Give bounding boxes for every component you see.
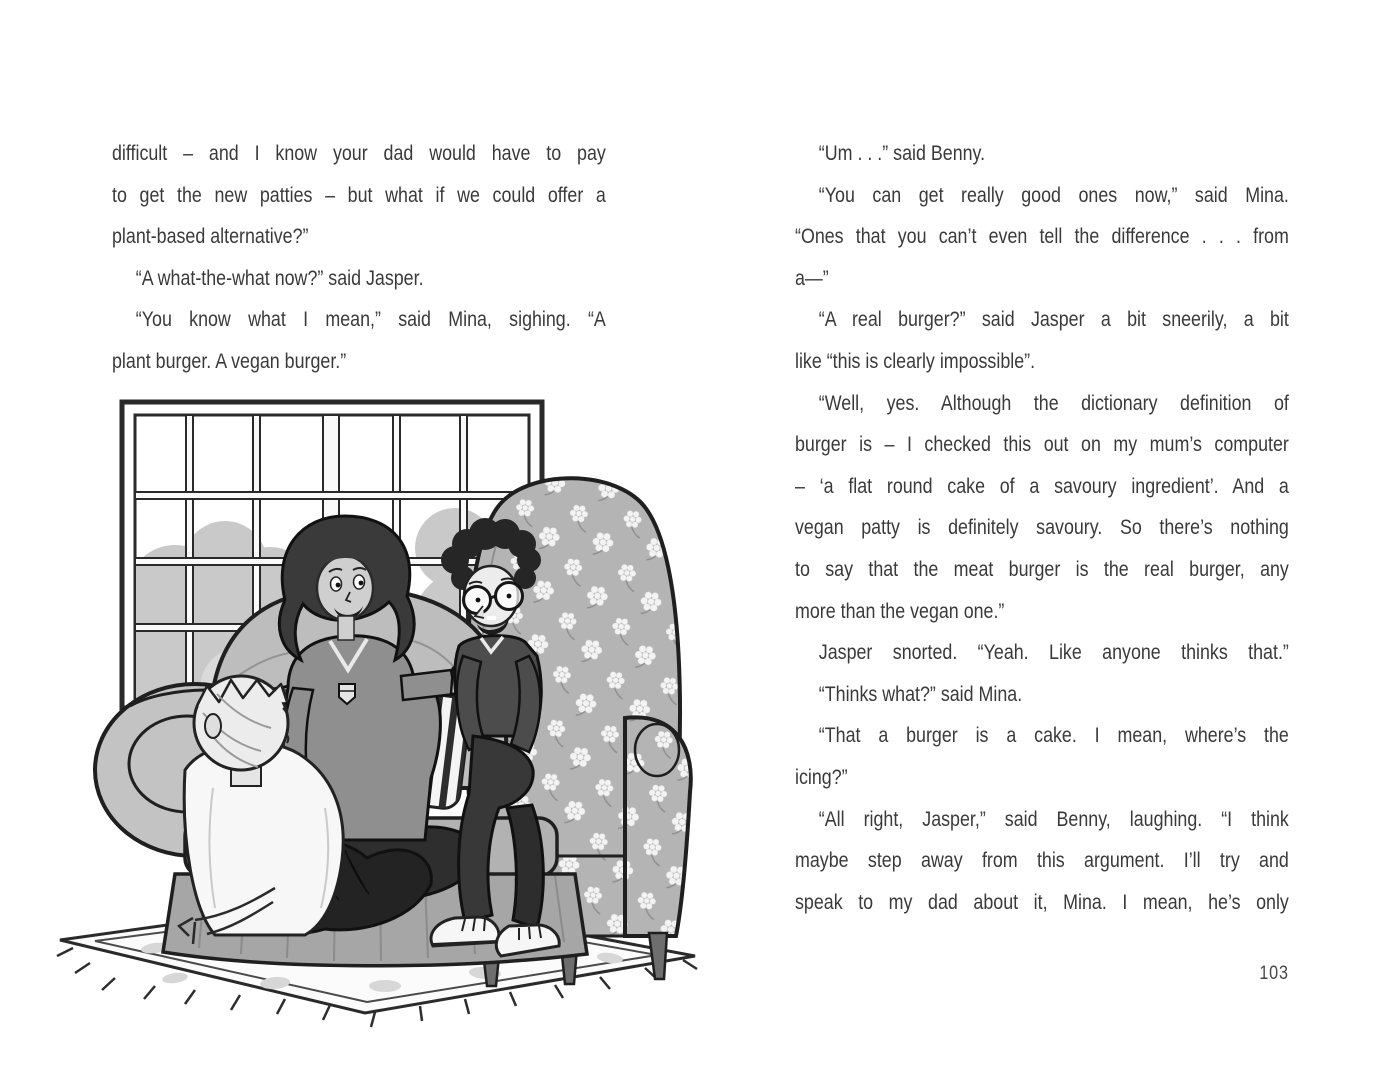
text-line: maybe step away from this argument. I’ll try and [795, 849, 1289, 873]
page-number: 103 [1259, 963, 1289, 984]
text-line: “You know what I mean,” said Mina, sighing. “A [135, 308, 606, 332]
story-illustration [35, 388, 705, 1028]
text-line: Jasper snorted. “Yeah. Like anyone thinks that.” [818, 641, 1289, 665]
text-line: “You can get really good ones now,” said Mina. [818, 183, 1289, 207]
text-line: “Ones that you can’t even tell the difference . . . from [795, 225, 1289, 249]
text-line: to get the new patties – but what if we could offer a [112, 183, 606, 207]
text-line: a—” [795, 266, 829, 290]
text-line: like “this is clearly impossible”. [795, 349, 1036, 373]
text-line: speak to my dad about it, Mina. I mean, he’s only [795, 890, 1289, 914]
text-line: “All right, Jasper,” said Benny, laughing. “I think [818, 807, 1289, 831]
text-line: “Well, yes. Although the dictionary definition of [818, 391, 1289, 415]
text-line: plant-based alternative?” [112, 225, 309, 249]
left-page-text [112, 133, 606, 383]
text-line: “Thinks what?” said Mina. [818, 682, 1023, 706]
text-line: difficult – and I know your dad would have to pay [112, 142, 606, 165]
text-line: “That a burger is a cake. I mean, where’s the [818, 724, 1289, 748]
text-line: plant burger. A vegan burger.” [112, 349, 347, 373]
text-line: “A what-the-what now?” said Jasper. [135, 266, 424, 290]
text-line: vegan patty is definitely savoury. So there’s nothing [795, 516, 1289, 540]
text-line: more than the vegan one.” [795, 599, 1005, 623]
right-page-text [795, 133, 1289, 923]
text-line: icing?” [795, 765, 848, 789]
text-line: “Um . . .” said Benny. [818, 142, 986, 165]
text-line: – ‘a flat round cake of a savoury ingredient’. And a [795, 474, 1289, 498]
text-line: to say that the meat burger is the real burger, any [795, 557, 1289, 581]
text-line: burger is – I checked this out on my mum’s computer [795, 433, 1289, 457]
text-line: “A real burger?” said Jasper a bit sneerily, a bit [818, 308, 1289, 332]
